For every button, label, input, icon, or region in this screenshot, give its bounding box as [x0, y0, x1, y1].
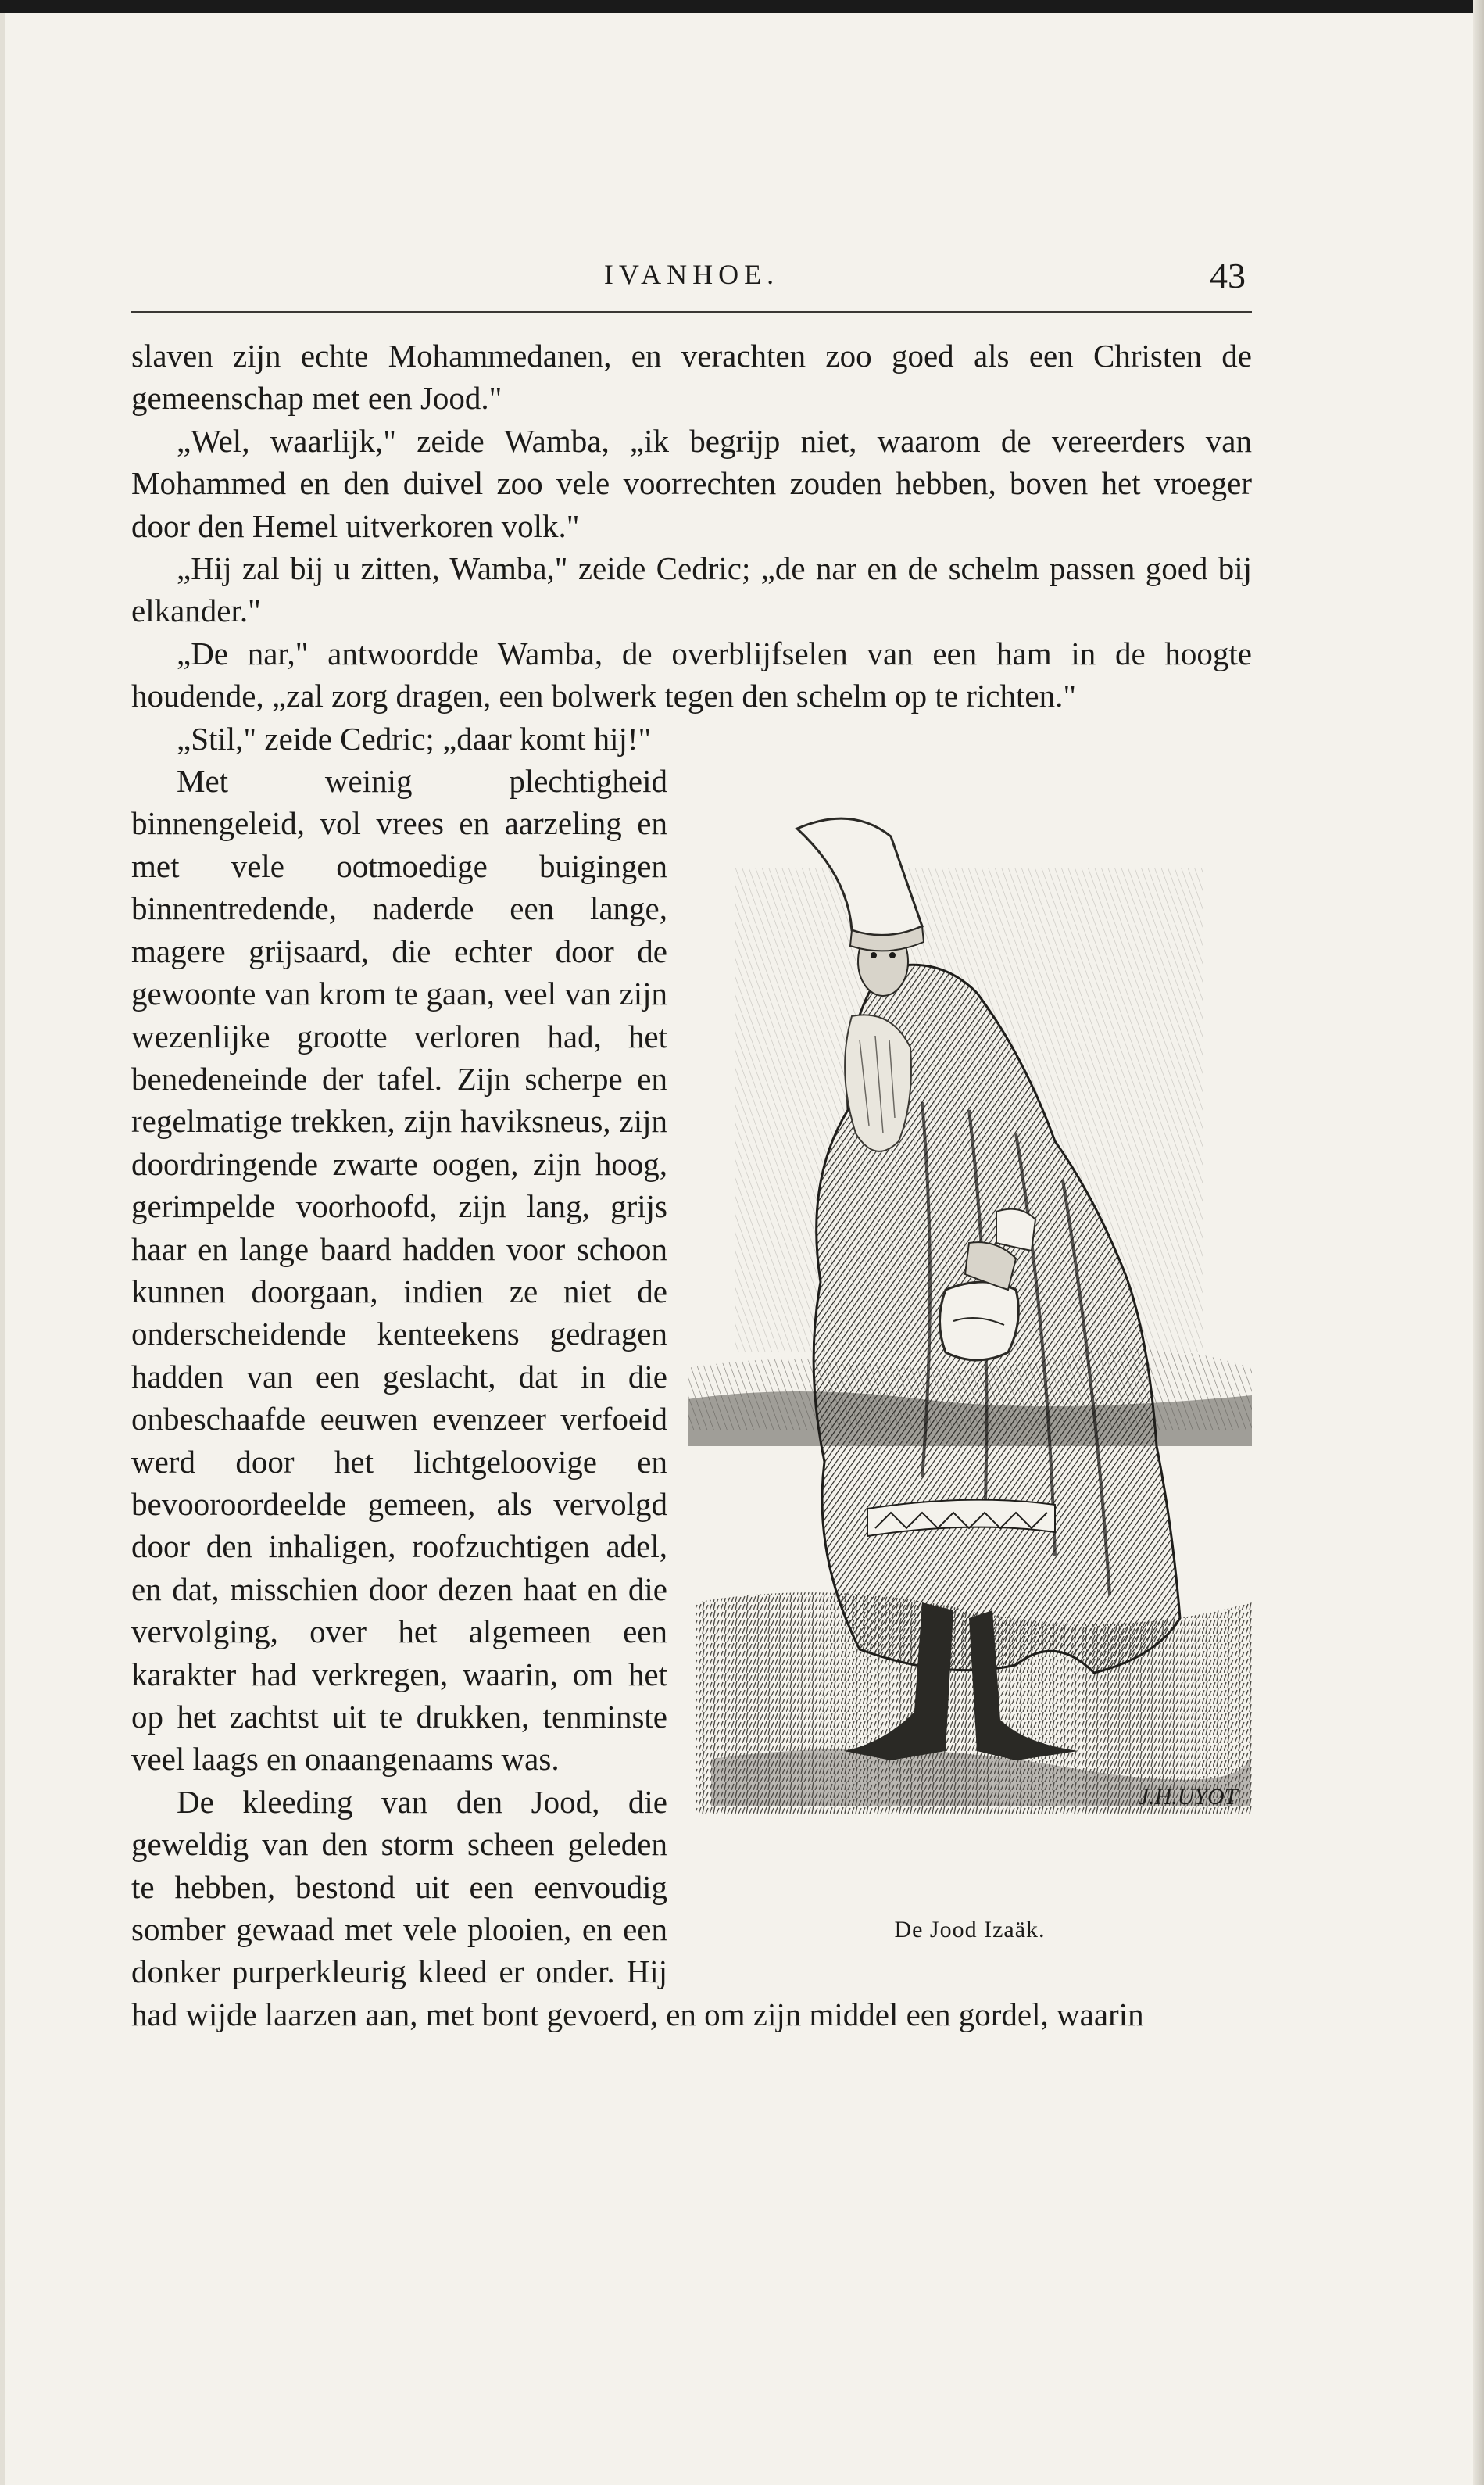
- paragraph-7: De kleeding van den Jood, die geweldig van den storm scheen geleden te hebben, bestond uit een eenvoudig somber gewaad met vele plooien, en een donker purperkleurig kleed er onder. Hij had wijde laarzen aan, met bont gevoerd, en om zijn middel een gordel, waarin: [131, 1783, 1144, 2032]
- page-number: 43: [1210, 256, 1246, 295]
- figure-caption: De Jood Izaäk.: [894, 1917, 1046, 1943]
- paragraph-1: slaven zijn echte Mohammedanen, en verachten zoo goed als een Christen de gemeenschap met een Jood.": [131, 338, 1252, 417]
- paragraph-6: Met weinig plechtigheid binnengeleid, vol vrees en aarzeling en met vele ootmoedige buigingen binnentredende, naderde een lange, magere grijsaard, die echter door de gewoonte van krom te gaan, veel van zijn wezenlijke grootte verloren had, het benedeneinde der tafel. Zijn scherpe en regelmatige trekken, zijn haviksneus, zijn doordringende zwarte oogen, zijn hoog, gerimpelde voorhoofd, zijn lang, grijs haar en lange baard hadden voor schoon kunnen doorgaan, indien ze niet de onderscheidende kenteekens gedragen hadden van een geslacht, dat in die onbeschaafde eeuwen evenzeer verfoeid werd door het lichtgeloovige en bevooroordeelde gemeen, als vervolgd door den inhaligen, roofzuchtigen adel, en dat, misschien door dezen haat en die vervolging, over het algemeen een karakter had verkregen, waarin, om het op het zachtst uit te drukken, tenminste veel laags en onaangenaams was.: [131, 763, 667, 1778]
- running-title: IVANHOE.: [603, 259, 780, 290]
- body-text: [131, 335, 1252, 2036]
- engraving-isaac: [688, 774, 1252, 1898]
- scan-edge-right: [1473, 0, 1484, 2485]
- book-page: [131, 0, 1252, 2485]
- paragraph-4: „De nar," antwoordde Wamba, de overblijfselen van een ham in de hoogte houdende, „zal zorg dragen, een bolwerk tegen den schelm op te richten.": [131, 635, 1252, 714]
- paragraph-5: „Stil," zeide Cedric; „daar komt hij!": [177, 720, 652, 757]
- engraver-signature: J.H.UYOT: [1138, 1784, 1238, 1810]
- paragraph-3: „Hij zal bij u zitten, Wamba," zeide Cedric; „de nar en de schelm passen goed bij elkander.": [131, 550, 1252, 629]
- figure-isaac: [688, 774, 1252, 1962]
- paragraph-2: „Wel, waarlijk," zeide Wamba, „ik begrijp niet, waarom de vereerders van Mohammed en den duivel zoo vele voorrechten zouden hebben, boven het vroeger door den Hemel uitverkoren volk.": [131, 422, 1252, 544]
- header-rule: [131, 311, 1252, 313]
- scan-edge-left: [0, 13, 5, 2485]
- running-head: [131, 255, 1252, 302]
